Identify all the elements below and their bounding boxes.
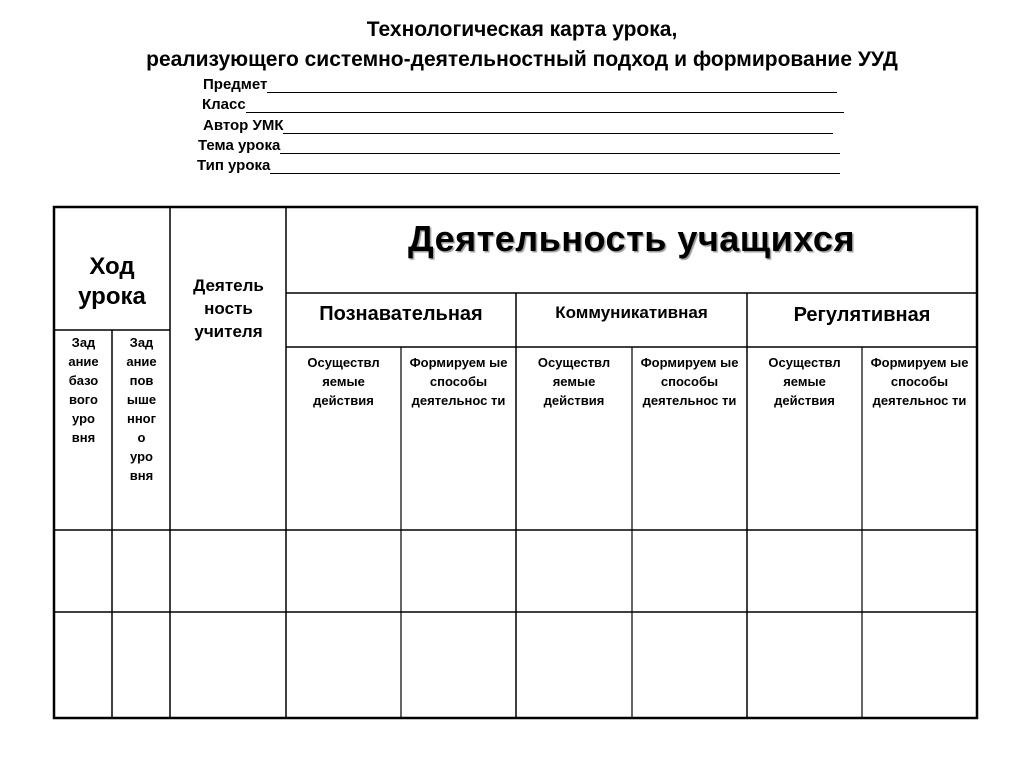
students-activity-header: Деятельность учащихся xyxy=(408,218,855,259)
type-label: Тип урока xyxy=(197,157,271,174)
author-label: Автор УМК xyxy=(203,117,284,134)
page-subtitle: реализующего системно-деятельностный подход и формирование УУД xyxy=(146,48,898,71)
cognitive-header: Познавательная xyxy=(319,303,483,325)
regulative-actions-header: Осуществл яемые действия xyxy=(768,355,841,408)
communicative-header: Коммуникативная xyxy=(555,303,708,322)
regulative-header: Регулятивная xyxy=(793,304,931,326)
communicative-actions-header: Осуществл яемые действия xyxy=(537,355,611,408)
advanced-task-header: Зад ание пов ыше нног о уро вня xyxy=(126,335,157,483)
page-title: Технологическая карта урока, xyxy=(366,18,678,41)
cognitive-methods-header: Формируем ые способы деятельнос ти xyxy=(409,355,508,408)
subject-label: Предмет xyxy=(203,76,268,93)
cognitive-actions-header: Осуществл яемые действия xyxy=(307,355,380,408)
regulative-methods-header: Формируем ые способы деятельнос ти xyxy=(870,355,969,408)
lesson-flow-header: Ход урока xyxy=(78,253,146,310)
basic-task-header: Зад ание базо вого уро вня xyxy=(68,335,99,445)
communicative-methods-header: Формируем ые способы деятельнос ти xyxy=(640,355,739,408)
class-label: Класс xyxy=(202,96,246,113)
teacher-activity-header: Деятель ность учителя xyxy=(193,276,264,341)
topic-label: Тема урока xyxy=(198,137,281,154)
